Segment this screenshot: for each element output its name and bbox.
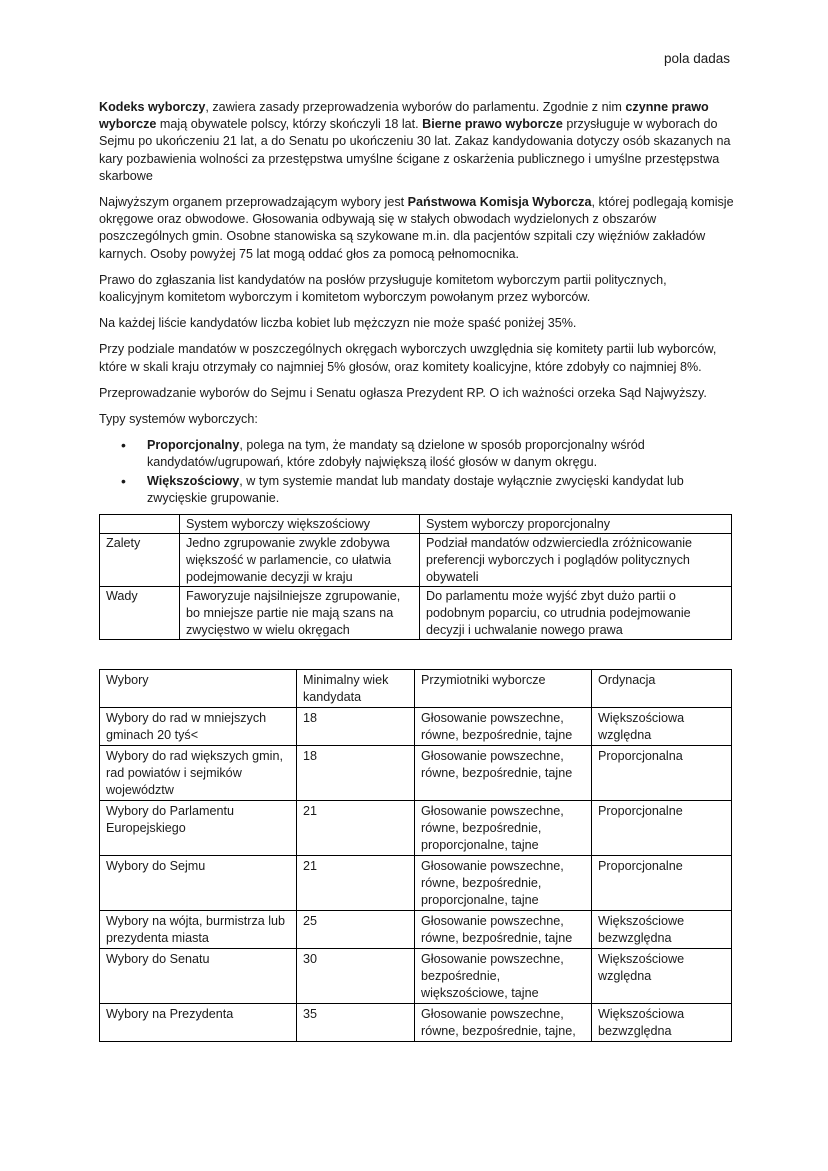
paragraph-electoral-code [99,99,734,185]
table-cell: 21 [297,801,415,856]
table-row [100,746,732,801]
table-cell: Większościowa bezwzględna [592,1004,732,1042]
text-span: , której podlegają komisje okręgowe oraz obwodowe. Głosowania odbywają się w stałych obwodach wydzielonych z obszarów poszczególnych gmin. Osobne stanowiska są szykowane m.in. dla pacjentów szpitali czy więźniów zakładów karnych. Osoby powyżej 75 lat mogą oddać głos za pomocą pełnomocnika. [99,195,734,261]
text-span: przysługuje w wyborach do Sejmu po ukończeniu 21 lat, a do Senatu po ukończeniu 30 lat. Zakaz kandydowania dotyczy osób skazanych na kary pozbawienia wolności za przestępstwa umyślne ścigane z oskarżenia publicznego i umyślne przestępstwa skarbowe [99,117,731,183]
table-cell: Ordynacja [592,670,732,708]
document-body [99,99,734,1042]
text-span: , zawiera zasady przeprowadzenia wyborów do parlamentu. Zgodnie z nim [205,100,626,114]
table-cell: Wybory do rad w mniejszych gminach 20 tyś< [100,708,297,746]
table-cell: Do parlamentu może wyjść zbyt dużo partii o podobnym poparciu, co utrudnia podejmowanie decyzji i uchwalanie nowego prawa [420,587,732,640]
text-span: mają obywatele polscy, którzy skończyli 18 lat. [156,117,423,132]
table-cell: System wyborczy większościowy [180,515,420,534]
term-pkw: Państwowa Komisja Wyborcza [407,195,592,210]
table-cell: Podział mandatów odzwierciedla zróżnicowanie preferencji wyborczych i poglądów politycznych obywateli [420,534,732,587]
elections-table [99,669,732,1042]
table-cell: Wybory [100,670,297,708]
system-types-list [99,437,734,507]
table-cell: Proporcjonalne [592,801,732,856]
table-cell: Minimalny wiek kandydata [297,670,415,708]
table-header-row [100,670,732,708]
term-bierne: Bierne prawo wyborcze [422,117,563,132]
term-kodeks: Kodeks wyborczy [99,100,206,114]
table-cell: System wyborczy proporcjonalny [420,515,732,534]
term-wiekszosciowy: Większościowy [147,473,240,488]
table-cell: 18 [297,746,415,801]
table-cell: Wybory na Prezydenta [100,1004,297,1042]
table-cell: Faworyzuje najsilniejsze zgrupowanie, bo mniejsze partie nie mają szans na zwycięstwo w wielu okręgach [180,587,420,640]
table-cell: 35 [297,1004,415,1042]
table-cell: Głosowanie powszechne, równe, bezpośrednie, tajne, [415,1004,592,1042]
term-proporcjonalny: Proporcjonalny [147,438,240,453]
paragraph-quota: Na każdej liście kandydatów liczba kobiet lub mężczyzn nie może spaść poniżej 35%. [99,316,577,331]
table-row [100,856,732,911]
table-cell: 18 [297,708,415,746]
table-row [100,801,732,856]
table-row [100,708,732,746]
comparison-table [99,514,732,640]
table-header-row [100,515,732,534]
table-cell: Głosowanie powszechne, równe, bezpośrednie, proporcjonalne, tajne [415,856,592,911]
table-cell: Wybory do Senatu [100,949,297,1004]
table-cell: 30 [297,949,415,1004]
text-span: Najwyższym organem przeprowadzającym wybory jest [99,195,408,210]
paragraph-threshold: Przy podziale mandatów w poszczególnych okręgach wyborczych uwzględnia się komitety partii lub wyborców, które w skali kraju otrzymały co najmniej 5% głosów, oraz komitety koalicyjne, które zdobyły co najmniej 8%. [99,342,717,374]
table-cell: Wybory na wójta, burmistrza lub prezydenta miasta [100,911,297,949]
term-czynne: czynne prawo wyborcze [99,100,709,132]
table-cell: 25 [297,911,415,949]
table-row [100,534,732,587]
table-cell: Zalety [100,534,180,587]
table-cell: Wybory do Parlamentu Europejskiego [100,801,297,856]
page-header-author: pola dadas [663,51,730,66]
table-row [100,587,732,640]
table-cell: Większościowa względna [592,708,732,746]
list-item [147,473,734,507]
paragraph-pkw [99,194,734,263]
table-cell: Większościowe bezwzględna [592,911,732,949]
table-cell: Głosowanie powszechne, równe, bezpośrednie, proporcjonalne, tajne [415,801,592,856]
list-item [147,437,734,471]
table-row [100,911,732,949]
paragraph-lists: Prawo do zgłaszania list kandydatów na posłów przysługuje komitetom wyborczym partii politycznych, koalicyjnym komitetom wyborczym i komitetom wyborczym powołanym przez wyborców. [99,272,667,305]
table-cell: Wybory do rad większych gmin, rad powiatów i sejmików województw [100,746,297,801]
table-cell: Wady [100,587,180,640]
table-cell: Wybory do Sejmu [100,856,297,911]
table-cell: Głosowanie powszechne, równe, bezpośrednie, tajne [415,746,592,801]
text-span: , polega na tym, że mandaty są dzielone w sposób proporcjonalny wśród kandydatów/ugrupowań, które zdobyły największą ilość głosów w danym okręgu. [147,438,645,470]
table-cell: Proporcjonalna [592,746,732,801]
table-cell: Głosowanie powszechne, równe, bezpośrednie, tajne [415,911,592,949]
table-row [100,1004,732,1042]
table-cell [100,515,180,534]
paragraph-president: Przeprowadzanie wyborów do Sejmu i Senatu ogłasza Prezydent RP. O ich ważności orzeka Sąd Najwyższy. [99,385,707,400]
table-row [100,949,732,1004]
table-cell: Głosowanie powszechne, równe, bezpośrednie, tajne [415,708,592,746]
table-cell: Przymiotniki wyborcze [415,670,592,708]
table-cell: Głosowanie powszechne, bezpośrednie, większościowe, tajne [415,949,592,1004]
table-cell: 21 [297,856,415,911]
table-cell: Jedno zgrupowanie zwykle zdobywa większość w parlamencie, co ułatwia podejmowanie decyzji w kraju [180,534,420,587]
table-cell: Większościowe względna [592,949,732,1004]
paragraph-types-heading: Typy systemów wyborczych: [99,412,258,427]
text-span: , w tym systemie mandat lub mandaty dostaje wyłącznie zwycięski kandydat lub zwycięskie grupowanie. [147,473,684,505]
table-cell: Proporcjonalne [592,856,732,911]
